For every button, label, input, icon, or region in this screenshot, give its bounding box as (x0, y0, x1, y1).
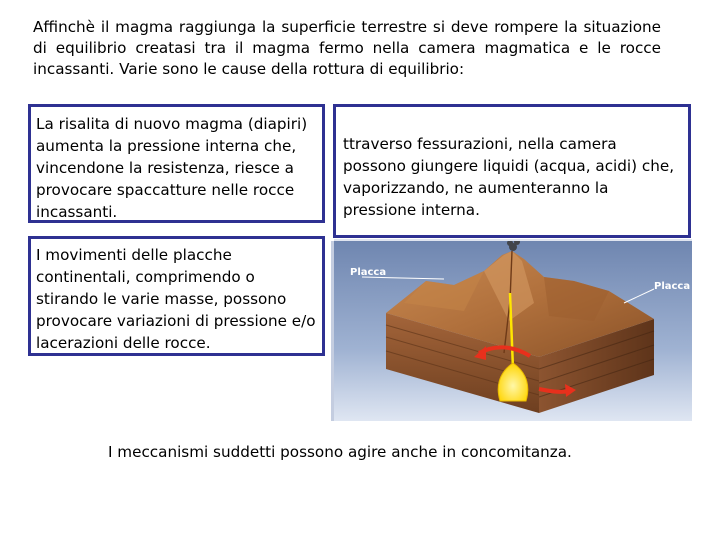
cause-box-diapiri (28, 104, 325, 223)
cause-text-placche: I movimenti delle placche continentali, comprimendo o stirando le varie masse, possono provocare variazioni di pressione e/o lacerazioni delle rocce. (36, 246, 316, 352)
plate-label-left: Placca (350, 267, 387, 278)
cause-text-diapiri: La risalita di nuovo magma (diapiri) aumenta la pressione interna che, vincendone la resistenza, riesce a provocare spaccatture nelle rocce incassanti. (36, 115, 308, 221)
intro-paragraph: Affinchè il magma raggiunga la superficie terrestre si deve rompere la situazione di equilibrio creatasi tra il magma fermo nella camera magmatica e le rocce incassanti. Varie sono le cause della rottura di equilibrio: (33, 18, 661, 78)
volcano-block-diagram (334, 241, 692, 421)
plate-label-right: Placca (654, 281, 691, 292)
cause-text-fessurazioni: ttraverso fessurazioni, nella camera possono giungere liquidi (acqua, acidi) che, vaporizzando, ne aumenteranno la pressione interna. (343, 135, 675, 219)
cause-box-fessurazioni (333, 104, 691, 238)
footer-note: I meccanismi suddetti possono agire anche in concomitanza. (108, 443, 572, 461)
cause-box-placche (28, 236, 325, 356)
